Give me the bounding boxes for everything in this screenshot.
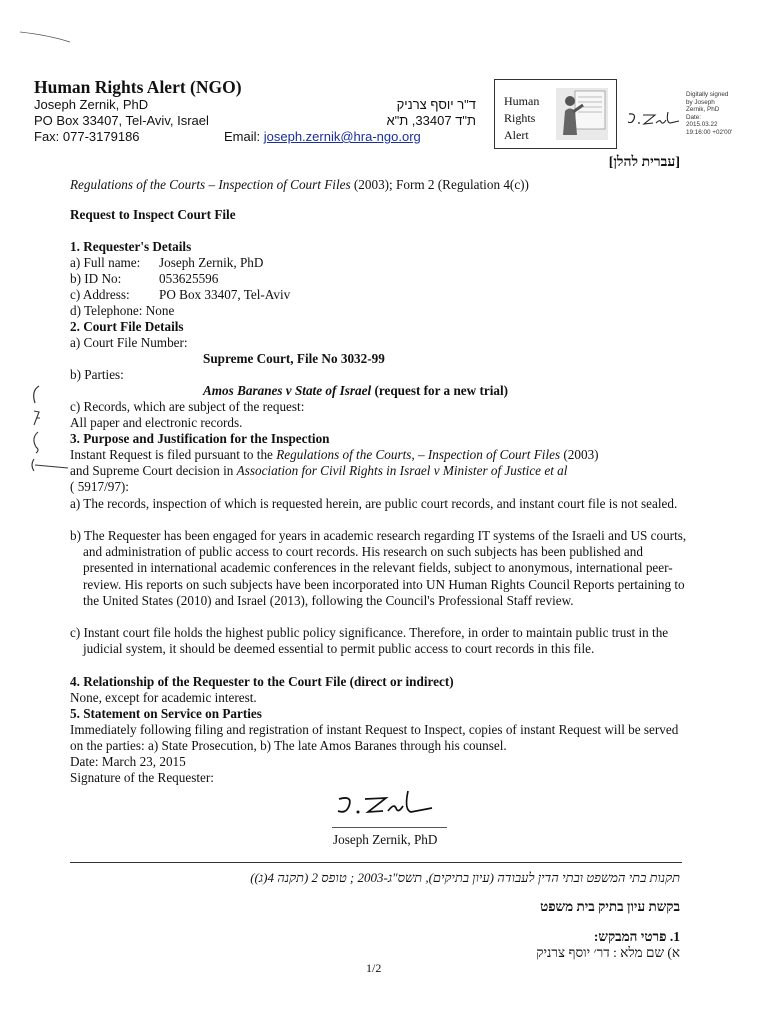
s3-heading: 3. Purpose and Justification for the Inspection: [70, 431, 330, 446]
s1-b-label: b) ID No:: [70, 271, 122, 286]
s2-file: Supreme Court, File No 3032-99: [203, 351, 385, 366]
header-address: PO Box 33407, Tel-Aviv, Israel: [34, 113, 209, 128]
margin-annotation: [26, 383, 72, 479]
date: Date: March 23, 2015: [70, 754, 186, 769]
s5-value: Immediately following filing and registration of instant Request to Inspect, copies of instant Request will be served on the parties: a) State Prosecution, b) The late Amos Baranes through his counsel.: [70, 722, 679, 754]
header-name: Joseph Zernik, PhD: [34, 97, 149, 112]
s1-a-value: Joseph Zernik, PhD: [159, 255, 264, 270]
digital-signature: Digitally signed by Joseph Zernik, PhD Date: 2015.03.22 19:16:00 +02'00': [686, 91, 733, 136]
header-signature: [626, 108, 682, 130]
s3-b: b) The Requester has been engaged for years in academic research regarding IT systems of the Israeli and US courts, and administration of public access to court records. His research on such subjects has been published and presented in international academic conferences in the relevant fields, subject to anonymous, international peer-review. His reports on such subjects have been incorporated into UN Human Rights Council Reports pertaining to the United States (2010) and Israel (2013), following the Council's Professional Staff review.: [70, 528, 687, 608]
signature-line: [332, 827, 447, 828]
s3-a: a) The records, inspection of which is requested herein, are public court records, and instant court file is not sealed.: [70, 496, 678, 511]
org-title: Human Rights Alert (NGO): [34, 77, 242, 97]
s2-heading: 2. Court File Details: [70, 319, 184, 334]
header-fax: Fax: 077-3179186: [34, 129, 140, 144]
email-row: [224, 129, 421, 144]
hebrew-s1-heading: 1. פרטי המבקש:: [593, 929, 680, 944]
s3-c: c) Instant court file holds the highest public policy significance. Therefore, in order to maintain public trust in the judicial system, it should be deemed essential to permit public access to court records in this file.: [70, 625, 669, 657]
s2-b: b) Parties:: [70, 367, 124, 382]
s1-d: d) Telephone: None: [70, 303, 175, 318]
s4-value: None, except for academic interest.: [70, 690, 257, 705]
s1-c-value: PO Box 33407, Tel-Aviv: [159, 287, 291, 302]
logo-box: [494, 79, 617, 149]
logo-image: [553, 85, 611, 143]
logo-text: Human Rights Alert: [504, 94, 540, 142]
signer-name: Joseph Zernik, PhD: [333, 832, 438, 847]
email-label: Email:: [224, 129, 261, 144]
hebrew-below-note: [עברית להלן]: [608, 155, 680, 170]
hebrew-address: ת"ד 33407, ת"א: [386, 113, 476, 128]
signature-label: Signature of the Requester:: [70, 770, 214, 785]
hebrew-s1-a: א) שם מלא : דר׳ יוסף צרניק: [536, 945, 680, 960]
s1-heading: 1. Requester's Details: [70, 239, 192, 254]
hebrew-title: בקשת עיון בתיק בית משפט: [540, 899, 680, 914]
hebrew-regulation: תקנות בתי המשפט ובתי הדין לעבודה (עיון בתיקים), תשס"ג-2003 ; טופס 2 (תקנה 4(ג)): [250, 870, 680, 885]
s3-intro-line2: and Supreme Court decision in Association for Civil Rights in Israel v Minister of Justice et al: [70, 463, 568, 478]
s3-intro-line3: ( 5917/97):: [70, 479, 129, 494]
regulation-line: Regulations of the Courts – Inspection of Court Files (2003); Form 2 (Regulation 4(c)): [70, 177, 529, 192]
page-number: 1/2: [366, 961, 382, 975]
s5-heading: 5. Statement on Service on Parties: [70, 706, 262, 721]
s1-b-value: 053625596: [159, 271, 219, 286]
s2-parties: Amos Baranes v State of Israel (request for a new trial): [203, 383, 509, 398]
form-title: Request to Inspect Court File: [70, 207, 236, 222]
section-divider: [70, 862, 682, 863]
s2-a: a) Court File Number:: [70, 335, 188, 350]
s4-heading: 4. Relationship of the Requester to the Court File (direct or indirect): [70, 674, 454, 689]
hebrew-name: ד"ר יוסף צרניק: [396, 97, 476, 112]
s3-intro-line1: Instant Request is filed pursuant to the Regulations of the Courts, – Inspection of Court Files (2003): [70, 447, 599, 462]
s2-c: c) Records, which are subject of the request:: [70, 399, 305, 414]
s1-a-label: a) Full name:: [70, 255, 141, 270]
requester-signature: [333, 786, 437, 822]
scan-mark: [18, 26, 74, 48]
email-link[interactable]: joseph.zernik@hra-ngo.org: [263, 129, 421, 144]
s1-c-label: c) Address:: [70, 287, 130, 302]
s2-c-value: All paper and electronic records.: [70, 415, 243, 430]
